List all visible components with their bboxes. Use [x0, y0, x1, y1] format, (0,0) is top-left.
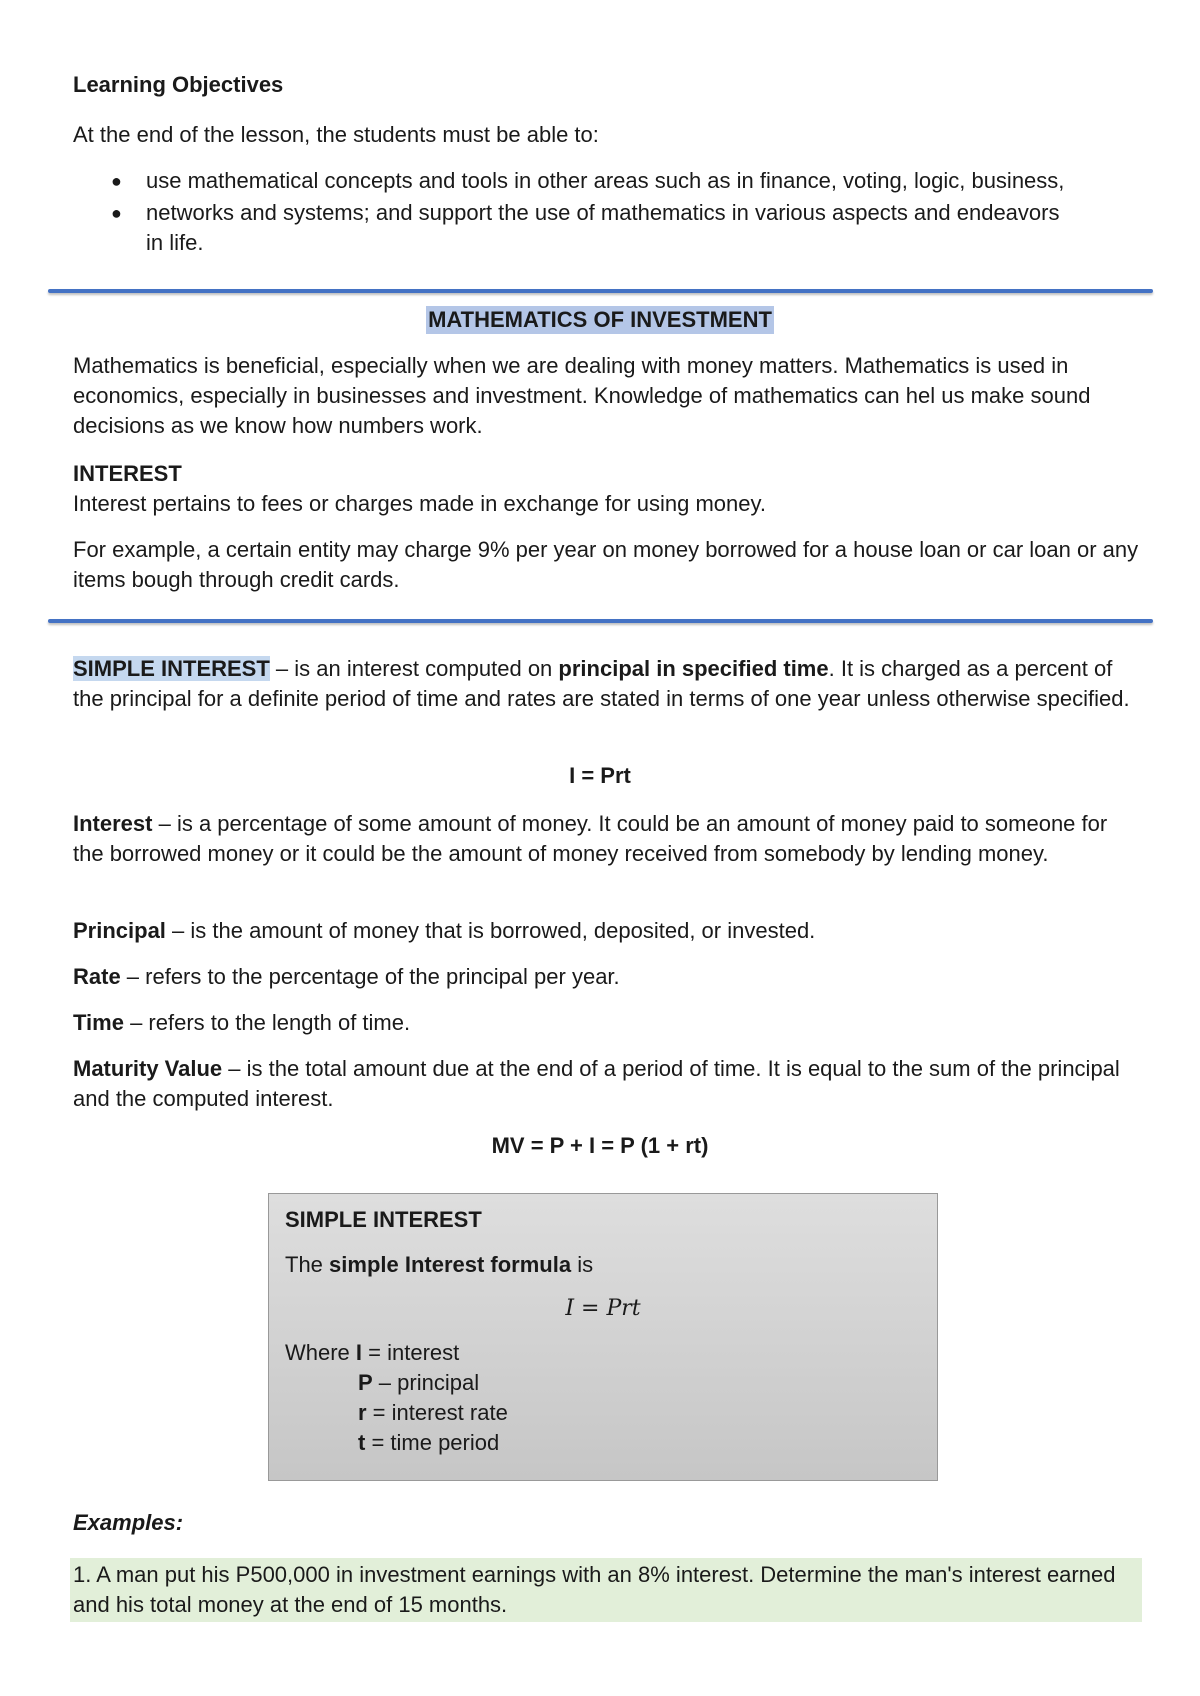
definition-text: – is a percentage of some amount of money. It could be an amount of money paid to someone for the borrowed money or it could be the amount of money received from somebody by lending money. — [73, 811, 1108, 866]
section-title: MATHEMATICS OF INVESTMENT — [428, 307, 772, 332]
variable-desc: = interest rate — [366, 1400, 508, 1425]
term: Time — [73, 1010, 124, 1035]
text: is — [571, 1252, 594, 1277]
definition-text: – is an interest computed on — [269, 656, 559, 681]
simple-interest-term: SIMPLE INTEREST — [73, 656, 270, 681]
definition-rate — [73, 962, 1143, 992]
examples-heading: Examples: — [73, 1510, 184, 1535]
variable-line — [285, 1368, 921, 1398]
formula-box-line — [285, 1250, 921, 1280]
term: Rate — [73, 964, 121, 989]
example-item: 1. A man put his P500,000 in investment earnings with an 8% interest. Determine the man's interest earned and his total money at the end of 15 months. — [70, 1558, 1142, 1622]
intro-paragraph: Mathematics is beneficial, especially when we are dealing with money matters. Mathematics is used in economics, especially in businesses and investment. Knowledge of mathematics can hel us make sound decisions as we know how numbers work. — [73, 353, 1091, 438]
interest-definition: Interest pertains to fees or charges made in exchange for using money. — [73, 491, 766, 516]
variable-line — [285, 1398, 921, 1428]
text: The — [285, 1252, 330, 1277]
variable-desc: – principal — [372, 1370, 480, 1395]
variable-symbol: r — [358, 1400, 367, 1425]
interest-section — [73, 459, 1143, 519]
bold-text: simple Interest formula — [329, 1252, 572, 1277]
definition-principal — [73, 916, 1143, 946]
section-title-row — [0, 306, 1200, 334]
list-item — [73, 166, 1073, 196]
variable-symbol: P — [358, 1370, 373, 1395]
definition-time — [73, 1008, 1143, 1038]
maturity-value-formula: MV = P + I = P (1 + rt) — [491, 1133, 709, 1158]
formula-box — [268, 1193, 938, 1481]
objective-text: use mathematical concepts and tools in other areas such as in finance, voting, logic, business, — [146, 168, 1065, 193]
bold-phrase: principal in specified time — [558, 656, 829, 681]
term: Interest — [73, 811, 153, 836]
bullet-icon: ● — [111, 171, 122, 191]
interest-heading: INTEREST — [73, 461, 182, 486]
definition-text: – is the total amount due at the end of a period of time. It is equal to the sum of the principal and the computed interest. — [73, 1056, 1120, 1111]
simple-interest-formula: I = Prt — [569, 763, 631, 788]
where-line — [285, 1338, 921, 1368]
objective-text: networks and systems; and support the use of mathematics in various aspects and endeavors in life. — [146, 200, 1060, 255]
objectives-list — [73, 166, 1073, 260]
definition-text: – refers to the percentage of the principal per year. — [120, 964, 620, 989]
variable-symbol: t — [358, 1430, 366, 1455]
formula-box-formula: I = Prt — [565, 1296, 641, 1321]
section-divider — [48, 289, 1153, 293]
variable-symbol: I — [355, 1340, 363, 1365]
definition-text: – refers to the length of time. — [123, 1010, 411, 1035]
list-item — [73, 198, 1073, 258]
where-label: Where — [285, 1340, 356, 1365]
variable-desc: = interest — [362, 1340, 460, 1365]
bullet-icon: ● — [111, 203, 122, 223]
interest-example: For example, a certain entity may charge 9% per year on money borrowed for a house loan or car loan or any items bough through credit cards. — [73, 537, 1139, 592]
definition-text: – is the amount of money that is borrowed, deposited, or invested. — [165, 918, 816, 943]
definition-text: . It is charged as a percent of the principal for a definite period of time and rates are stated in terms of one year unless otherwise specified. — [73, 656, 1130, 711]
variable-desc: = time period — [365, 1430, 500, 1455]
section-divider — [48, 619, 1153, 623]
definition-maturity-value — [73, 1054, 1143, 1114]
objectives-intro: At the end of the lesson, the students must be able to: — [73, 122, 599, 147]
learning-objectives-heading: Learning Objectives — [73, 72, 284, 97]
term: Principal — [73, 918, 166, 943]
simple-interest-definition — [73, 654, 1143, 714]
formula-box-title: SIMPLE INTEREST — [285, 1207, 482, 1232]
variable-line — [285, 1428, 921, 1458]
definition-interest — [73, 809, 1143, 869]
term: Maturity Value — [73, 1056, 223, 1081]
